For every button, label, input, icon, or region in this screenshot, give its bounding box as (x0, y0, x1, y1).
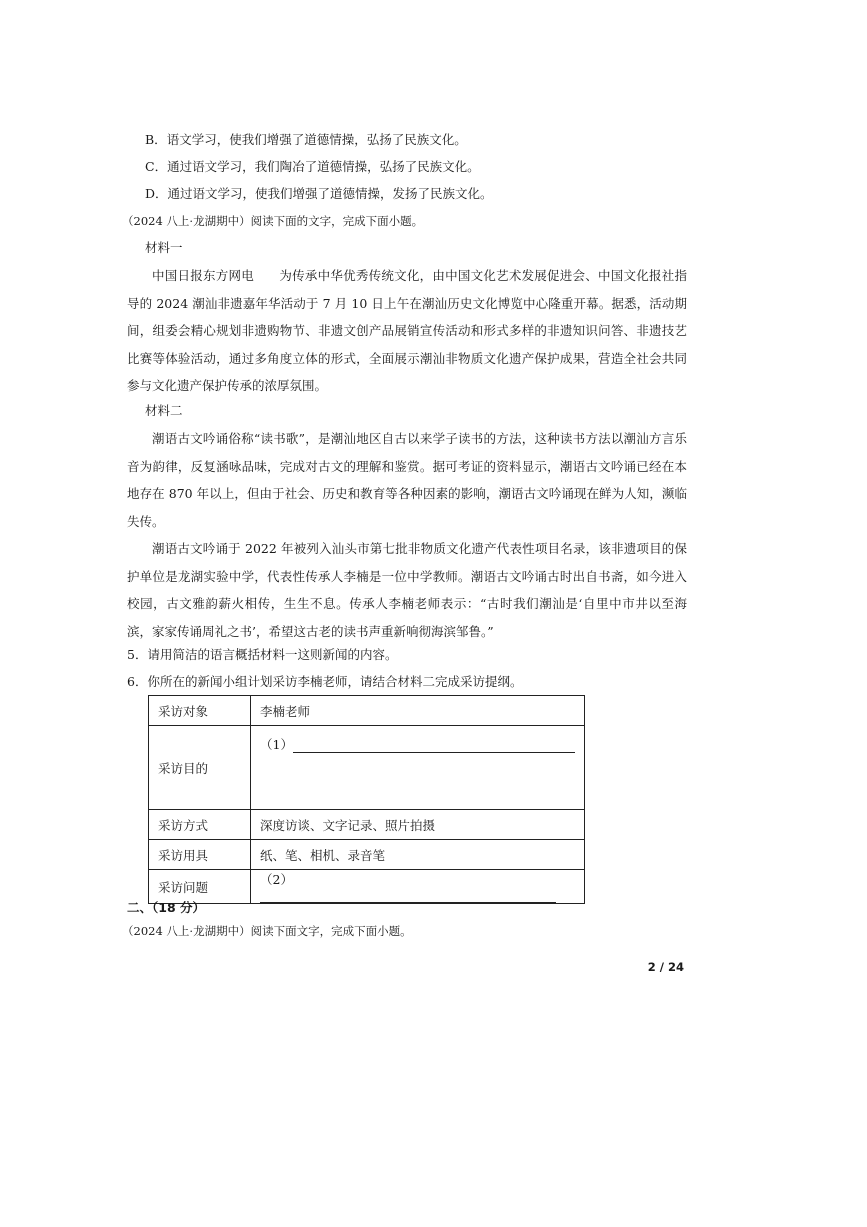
row-value: 李楠老师 (251, 696, 585, 726)
question-5: 5．请用简洁的语言概括材料一这则新闻的内容。 (127, 647, 398, 662)
answer-number: （1） (260, 737, 293, 752)
row-label: 采访用具 (149, 840, 251, 870)
reading-intro-2: （2024 八上·龙湖期中）阅读下面文字，完成下面小题。 (122, 924, 412, 938)
material-2-paragraph-2: 潮语古文吟诵于 2022 年被列入汕头市第七批非物质文化遗产代表性项目名录，该非遗项目的保护单位是龙湖实验中学，代表性传承人李楠是一位中学教师。潮语古文吟诵古时出自书斋，如今进入校园，古文雅韵薪火相传，生生不息。传承人李楠老师表示：“古时我们潮汕是‘自里中市井以至海滨，家家传诵周礼之书’，希望这古老的读书声重新响彻海滨邹鲁。” (127, 541, 687, 639)
row-label: 采访方式 (149, 810, 251, 840)
section-heading: 二、（18 分） (127, 900, 205, 915)
question-cell (251, 870, 585, 904)
interview-outline-table (148, 695, 585, 904)
answer-blank-1[interactable] (293, 738, 575, 753)
table-row (149, 726, 585, 810)
material-2-label: 材料二 (145, 403, 183, 418)
answer-blank-2[interactable] (260, 888, 556, 903)
option-letter: D． (145, 186, 168, 201)
option-letter: B． (145, 132, 167, 147)
table-row (149, 840, 585, 870)
row-label: 采访问题 (149, 870, 251, 904)
option-letter: C． (145, 159, 168, 174)
option-text: 语文学习，使我们增强了道德情操，弘扬了民族文化。 (166, 132, 467, 147)
material-1-text: 中国日报东方网电 为传承中华优秀传统文化，由中国文化艺术发展促进会、中国文化报社指导的 2024 潮汕非遗嘉年华活动于 7 月 10 日上午在潮汕历史文化博览中心隆重开幕。据悉，活动期间，组委会精心规划非遗购物节、非遗文创产品展销宣传活动和形式多样的非遗知识问答、非遗技艺比赛等体验活动，通过多角度立体的形式，全面展示潮汕非物质文化遗产保护成果，营造全社会共同参与文化遗产保护传承的浓厚氛围。 (127, 268, 687, 393)
option-text: 通过语文学习，我们陶冶了道德情操，弘扬了民族文化。 (167, 159, 480, 174)
material-1-label: 材料一 (145, 240, 183, 255)
page-number: 2 / 24 (647, 960, 684, 974)
option-c (145, 157, 480, 177)
row-label: 采访对象 (149, 696, 251, 726)
purpose-cell (251, 726, 585, 810)
option-text: 通过语文学习，使我们增强了道德情操，发扬了民族文化。 (167, 186, 493, 201)
table-row (149, 870, 585, 904)
answer-number: （2） (260, 872, 293, 887)
option-d (145, 184, 493, 204)
reading-intro-1: （2024 八上·龙湖期中）阅读下面的文字，完成下面小题。 (122, 214, 424, 228)
row-value: 纸、笔、相机、录音笔 (251, 840, 585, 870)
table-row (149, 810, 585, 840)
question-6: 6．你所在的新闻小组计划采访李楠老师，请结合材料二完成采访提纲。 (127, 674, 523, 689)
table-row (149, 696, 585, 726)
material-2-paragraph-1: 潮语古文吟诵俗称“读书歌”，是潮汕地区自古以来学子读书的方法，这种读书方法以潮汕方言乐音为韵律，反复涵咏品味，完成对古文的理解和鉴赏。据可考证的资料显示，潮语古文吟诵已经在本地存在 870 年以上，但由于社会、历史和教育等各种因素的影响，潮语古文吟诵现在鲜为人知，濒临失传。 (127, 431, 687, 529)
row-value: 深度访谈、文字记录、照片拍摄 (251, 810, 585, 840)
row-label: 采访目的 (149, 726, 251, 810)
option-b (145, 130, 467, 150)
